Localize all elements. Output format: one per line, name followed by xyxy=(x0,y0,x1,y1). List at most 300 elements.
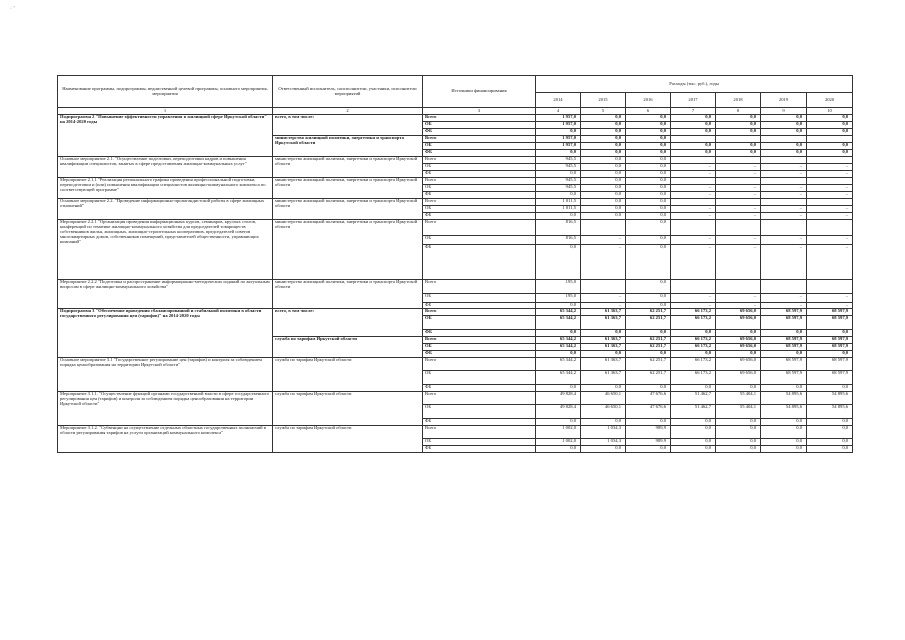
expense-value: 0,0 xyxy=(671,351,716,358)
expense-value: – xyxy=(716,294,761,303)
header-year: 2020 xyxy=(807,93,853,108)
expense-value: – xyxy=(671,192,716,199)
header-year: 2019 xyxy=(761,93,807,108)
expense-value: 0,0 xyxy=(626,171,671,178)
expense-value: 61 363,7 xyxy=(581,337,626,344)
expense-value: 1 002,0 xyxy=(536,426,581,439)
expense-value xyxy=(671,178,716,185)
expense-value: 0,0 xyxy=(807,351,853,358)
expense-value: 0,0 xyxy=(536,129,581,136)
expense-value: 47 676,6 xyxy=(626,392,671,405)
expense-value: 0,0 xyxy=(581,185,626,192)
expense-value: – xyxy=(807,185,853,192)
expense-value: 1 957,0 xyxy=(536,122,581,129)
expense-value: – xyxy=(581,245,626,280)
executor-name: министерство жилищной политики, энергетики и транспорта Иркутской области xyxy=(273,220,423,280)
table-row xyxy=(58,426,853,439)
expense-value: 0,0 xyxy=(626,294,671,303)
expense-value: 0,0 xyxy=(536,351,581,358)
expense-value: 65 344,2 xyxy=(536,344,581,351)
expense-value: 0,0 xyxy=(581,213,626,220)
expense-value: 0,0 xyxy=(671,150,716,157)
expense-value: 66 173,2 xyxy=(671,316,716,330)
column-number: 5 xyxy=(581,108,626,115)
expense-value: 0,0 xyxy=(671,122,716,129)
expense-value: 0,0 xyxy=(581,143,626,150)
funding-source: ОБ xyxy=(423,143,536,150)
expense-value: 1 957,0 xyxy=(536,136,581,143)
expense-value: 0,0 xyxy=(581,206,626,213)
funding-source: Всего xyxy=(423,220,536,236)
funding-source: Всего xyxy=(423,426,536,439)
expense-value xyxy=(716,178,761,185)
funding-source: ОБ xyxy=(423,316,536,330)
expense-value: 0,0 xyxy=(716,446,761,453)
expense-value xyxy=(807,199,853,206)
funding-source: ФБ xyxy=(423,150,536,157)
expense-value: 0,0 xyxy=(807,446,853,453)
expense-value: 0,0 xyxy=(716,419,761,426)
funding-source: Всего xyxy=(423,136,536,143)
expense-value: 0,0 xyxy=(626,446,671,453)
expense-value: 816,5 xyxy=(536,236,581,245)
expense-value: 945,5 xyxy=(536,164,581,171)
expense-value: 0,0 xyxy=(581,164,626,171)
expense-value: 0,0 xyxy=(807,426,853,439)
expense-value: – xyxy=(671,303,716,309)
expense-value: 47 676,6 xyxy=(626,405,671,419)
expense-value: 945,5 xyxy=(536,157,581,164)
expense-value: – xyxy=(807,294,853,303)
header-year: 2015 xyxy=(581,93,626,108)
funding-source: Всего xyxy=(423,358,536,371)
executor-name: служба по тарифам Иркутской области xyxy=(273,426,423,453)
expense-value: – xyxy=(671,164,716,171)
expense-value: 1 034,3 xyxy=(581,439,626,446)
expense-value: – xyxy=(761,303,807,309)
program-name: Подпрограмма 3 "Обеспечение проведения сбалансированной и стабильной политики в области государственного регулирования цен (тарифов)" на 2014-2020 годы xyxy=(58,309,273,358)
expense-value: 0,0 xyxy=(807,330,853,337)
expense-value: 46 650,1 xyxy=(581,392,626,405)
expense-value: – xyxy=(716,171,761,178)
expense-value: 0,0 xyxy=(626,245,671,280)
funding-source: ОБ xyxy=(423,164,536,171)
table-row xyxy=(58,280,853,294)
expense-value xyxy=(761,220,807,236)
expense-value xyxy=(807,178,853,185)
expense-value: 69 656,0 xyxy=(716,371,761,385)
program-name: Мероприятие 2.1.1 "Реализация регионального графика проведения профессиональной подготовки, переподготовки и (или) повышения квалификации специалистов жилищно-коммунального комплекса по соответствующей программе" xyxy=(58,178,273,199)
expense-value: 0,0 xyxy=(807,150,853,157)
expense-value: – xyxy=(581,294,626,303)
executor-name: служба по тарифам Иркутской области xyxy=(273,392,423,426)
expense-value: 0,0 xyxy=(626,303,671,309)
expense-value: 0,0 xyxy=(671,115,716,122)
expense-value: 68 597,9 xyxy=(761,344,807,351)
expense-value: – xyxy=(581,303,626,309)
expense-value: 0,0 xyxy=(671,426,716,439)
table-row xyxy=(58,178,853,185)
expense-value: – xyxy=(761,245,807,280)
program-name: Мероприятие 2.2.2 "Подготовка и распространение информационно-методических изданий по актуальным вопросам в сфере жилищно-коммунального хозяйства" xyxy=(58,280,273,309)
expense-value: 0,0 xyxy=(671,129,716,136)
expense-value: 0,0 xyxy=(716,426,761,439)
expense-value: – xyxy=(716,245,761,280)
expense-value: 0,0 xyxy=(761,351,807,358)
expense-value: – xyxy=(761,236,807,245)
expense-value: 0,0 xyxy=(716,150,761,157)
expense-value xyxy=(807,280,853,294)
expense-value xyxy=(671,220,716,236)
table-body xyxy=(58,115,853,453)
expense-value: 0,0 xyxy=(716,385,761,392)
expense-value: 55 404,1 xyxy=(716,405,761,419)
expense-value: 0,0 xyxy=(581,171,626,178)
expense-value: – xyxy=(761,164,807,171)
column-number: 3 xyxy=(423,108,536,115)
expense-value: 1 002,0 xyxy=(536,439,581,446)
program-name: Мероприятие 2.2.1 "Организация проведения информационных курсов, семинаров, круглых столов, конференций по тематике жилищно-коммунального хозяйства для председателей товариществ собственников жилья, жилищных, жилищно-строительных кооперативов, председателей советов многоквартирных домов, собственников помещений, представителей общественности, управляющих компаний" xyxy=(58,220,273,280)
expense-value: 1 034,3 xyxy=(581,426,626,439)
expense-value: 0,0 xyxy=(536,419,581,426)
expense-value: 0,0 xyxy=(536,446,581,453)
expense-value: 0,0 xyxy=(626,136,671,143)
expense-value: 68 597,9 xyxy=(761,337,807,344)
expense-value: 0,0 xyxy=(626,385,671,392)
expense-value: 0,0 xyxy=(671,385,716,392)
expense-value: – xyxy=(671,245,716,280)
program-name: Мероприятие 3.1.1. "Осуществление функций органами государственной власти в сфере государственного регулирования цен (тарифов) и контроля за соблюдением порядка ценообразования на территории Иркутской области" xyxy=(58,392,273,426)
expense-value xyxy=(671,157,716,164)
funding-source: ОБ xyxy=(423,294,536,303)
expense-value: 0,0 xyxy=(716,439,761,446)
table-row xyxy=(58,309,853,316)
expense-value: 0,0 xyxy=(536,385,581,392)
expense-value: 0,0 xyxy=(581,122,626,129)
funding-source: ФБ xyxy=(423,446,536,453)
funding-source: ОБ xyxy=(423,344,536,351)
expense-value: – xyxy=(716,303,761,309)
expense-value: 0,0 xyxy=(626,419,671,426)
expense-value: 69 656,0 xyxy=(716,316,761,330)
expense-value: – xyxy=(761,294,807,303)
expense-value: – xyxy=(807,303,853,309)
expense-value: 0,0 xyxy=(671,330,716,337)
executor-name: всего, в том числе: xyxy=(273,115,423,136)
funding-source: ОБ xyxy=(423,405,536,419)
expense-value: 0,0 xyxy=(761,122,807,129)
expense-value: 945,5 xyxy=(536,178,581,185)
header-program: Наименование программы, подпрограммы, ведомственной целевой программы, основного мероприятия, мероприятия xyxy=(58,76,273,108)
expense-value: 0,0 xyxy=(626,150,671,157)
funding-source: ФБ xyxy=(423,351,536,358)
executor-name: всего, в том числе: xyxy=(273,309,423,337)
expense-value: – xyxy=(716,185,761,192)
expense-value: – xyxy=(807,206,853,213)
expense-value: 0,0 xyxy=(536,330,581,337)
expense-value xyxy=(807,136,853,143)
expense-value: 0,0 xyxy=(626,185,671,192)
expense-value: 0,0 xyxy=(626,157,671,164)
expense-value: 0,0 xyxy=(626,164,671,171)
expense-value: 0,0 xyxy=(581,150,626,157)
executor-name: министерство жилищной политики, энергетики и транспорта Иркутской области xyxy=(273,280,423,309)
funding-source: Всего xyxy=(423,178,536,185)
expense-value: 61 363,7 xyxy=(581,344,626,351)
table-row xyxy=(58,157,853,164)
expense-value: 0,0 xyxy=(581,157,626,164)
funding-source: ОБ xyxy=(423,206,536,213)
expense-value: 54 895,6 xyxy=(807,405,853,419)
expense-value: – xyxy=(761,206,807,213)
expense-value: – xyxy=(716,164,761,171)
expense-value: 0,0 xyxy=(807,385,853,392)
expense-value: 0,0 xyxy=(536,303,581,309)
expense-value: 61 363,7 xyxy=(581,371,626,385)
expense-value: – xyxy=(671,206,716,213)
expense-value: 54 895,6 xyxy=(761,392,807,405)
expense-value: 0,0 xyxy=(761,143,807,150)
expense-value: 0,0 xyxy=(581,136,626,143)
expense-value: 0,0 xyxy=(761,439,807,446)
column-number: 7 xyxy=(671,108,716,115)
expense-value: 62 251,7 xyxy=(626,344,671,351)
expense-value: 68 597,9 xyxy=(761,316,807,330)
funding-source: ФБ xyxy=(423,419,536,426)
expense-value: 66 173,2 xyxy=(671,358,716,371)
expense-value xyxy=(761,136,807,143)
table-row xyxy=(58,115,853,122)
expense-value: 0,0 xyxy=(716,129,761,136)
expense-value: 0,0 xyxy=(807,439,853,446)
expense-value: 0,0 xyxy=(626,236,671,245)
funding-source: ОБ xyxy=(423,371,536,385)
expense-value: 195,0 xyxy=(536,294,581,303)
expense-value: 66 173,2 xyxy=(671,337,716,344)
expense-value: – xyxy=(761,171,807,178)
expense-value: 0,0 xyxy=(626,199,671,206)
funding-source: ФБ xyxy=(423,245,536,280)
column-number: 2 xyxy=(273,108,423,115)
table-row xyxy=(58,199,853,206)
executor-name: министерство жилищной политики, энергетики и транспорта Иркутской области xyxy=(273,157,423,178)
expense-value: 0,0 xyxy=(761,426,807,439)
expense-value: 65 344,2 xyxy=(536,337,581,344)
expense-value: 0,0 xyxy=(716,115,761,122)
expense-value: 65 344,2 xyxy=(536,371,581,385)
expense-value: – xyxy=(671,294,716,303)
expense-value: – xyxy=(581,236,626,245)
expense-value: 66 173,2 xyxy=(671,309,716,316)
funding-source: ФБ xyxy=(423,303,536,309)
expense-value: 68 597,9 xyxy=(807,371,853,385)
expense-value: 0,0 xyxy=(626,129,671,136)
funding-source: ОБ xyxy=(423,122,536,129)
table-row xyxy=(58,392,853,405)
expense-value: 62 251,7 xyxy=(626,371,671,385)
funding-source: ОБ xyxy=(423,236,536,245)
expense-value: – xyxy=(761,192,807,199)
expense-value: 0,0 xyxy=(626,178,671,185)
expense-value xyxy=(581,220,626,236)
expense-value: – xyxy=(671,185,716,192)
funding-source: ФБ xyxy=(423,171,536,178)
expense-value: 54 895,6 xyxy=(761,405,807,419)
expense-value: 0,0 xyxy=(626,351,671,358)
expense-value xyxy=(807,157,853,164)
table-row xyxy=(58,358,853,371)
expense-value: – xyxy=(807,171,853,178)
expense-value: 0,0 xyxy=(581,446,626,453)
expense-value: 0,0 xyxy=(807,419,853,426)
expense-value xyxy=(716,157,761,164)
expense-value: 0,0 xyxy=(581,178,626,185)
expense-value: 0,0 xyxy=(716,122,761,129)
expense-value: 0,0 xyxy=(626,280,671,294)
expense-value: 55 404,1 xyxy=(716,392,761,405)
expense-value: 65 344,2 xyxy=(536,309,581,316)
expense-value: 62 251,7 xyxy=(626,358,671,371)
program-name: Мероприятие 3.1.2. "Субвенции на осуществление отдельных областных государственных полномочий в области регулирования тарифов на услуги организаций коммунального комплекса" xyxy=(58,426,273,453)
program-name: Основное мероприятие 2.1. "Осуществление подготовки, переподготовки кадров и повышения квалификации специалистов, занятых в сфере предоставления жилищно-коммунальных услуг" xyxy=(58,157,273,178)
expense-value: 69 656,0 xyxy=(716,337,761,344)
expense-value: 0,0 xyxy=(626,330,671,337)
expense-value: 0,0 xyxy=(716,351,761,358)
executor-name: министерство жилищной политики, энергетики и транспорта Иркутской области xyxy=(273,178,423,199)
header-executor: Ответственный исполнитель, соисполнители, участники, исполнители мероприятий xyxy=(273,76,423,108)
expense-value: 0,0 xyxy=(536,150,581,157)
header-year: 2017 xyxy=(671,93,716,108)
expense-value: 989,9 xyxy=(626,439,671,446)
funding-source: ОБ xyxy=(423,439,536,446)
header-source: Источники финансирования xyxy=(423,76,536,108)
expense-value xyxy=(716,220,761,236)
expense-value xyxy=(716,199,761,206)
table-row xyxy=(58,220,853,236)
expense-value: 195,0 xyxy=(536,280,581,294)
funding-source: ФБ xyxy=(423,213,536,220)
expense-value: 1 957,0 xyxy=(536,143,581,150)
expense-value: 62 251,7 xyxy=(626,337,671,344)
expense-value: – xyxy=(716,213,761,220)
column-number: 6 xyxy=(626,108,671,115)
expense-value: 0,0 xyxy=(581,351,626,358)
header-expenses: Расходы (тыс. руб.), годы xyxy=(536,76,853,93)
expense-value: 0,0 xyxy=(581,199,626,206)
funding-source: ФБ xyxy=(423,330,536,337)
expense-value: – xyxy=(671,171,716,178)
expense-value: 66 173,2 xyxy=(671,371,716,385)
expense-value: 0,0 xyxy=(536,245,581,280)
expense-value: 0,0 xyxy=(626,115,671,122)
expense-value: 0,0 xyxy=(671,143,716,150)
column-number: 4 xyxy=(536,108,581,115)
expense-value xyxy=(671,280,716,294)
expense-value xyxy=(761,280,807,294)
expense-value: – xyxy=(807,236,853,245)
expense-value xyxy=(761,199,807,206)
expense-value: 62 251,7 xyxy=(626,309,671,316)
expense-value xyxy=(581,280,626,294)
funding-source: ФБ xyxy=(423,385,536,392)
expense-value: – xyxy=(761,213,807,220)
expense-value: 68 597,9 xyxy=(761,371,807,385)
executor-name: служба по тарифам Иркутской области xyxy=(273,358,423,392)
expense-value: 816,5 xyxy=(536,220,581,236)
funding-source: Всего xyxy=(423,309,536,316)
expense-value: 0,0 xyxy=(536,213,581,220)
header-year: 2016 xyxy=(626,93,671,108)
expense-value: 0,0 xyxy=(716,330,761,337)
expense-value: 46 650,1 xyxy=(581,405,626,419)
expense-value: 68 597,9 xyxy=(807,344,853,351)
expense-value: 1 011,5 xyxy=(536,199,581,206)
expense-value: 51 462,7 xyxy=(671,392,716,405)
funding-source: Всего xyxy=(423,157,536,164)
expense-value: 0,0 xyxy=(807,143,853,150)
funding-source: Всего xyxy=(423,115,536,122)
executor-name: служба по тарифам Иркутской области xyxy=(273,337,423,358)
expense-value: 0,0 xyxy=(807,129,853,136)
expense-value: 0,0 xyxy=(581,385,626,392)
expense-value: 68 597,9 xyxy=(761,358,807,371)
expense-value: 0,0 xyxy=(761,150,807,157)
expense-value xyxy=(671,199,716,206)
funding-source: ФБ xyxy=(423,129,536,136)
expense-value xyxy=(761,178,807,185)
expense-value: 0,0 xyxy=(581,129,626,136)
expense-value: 0,0 xyxy=(807,122,853,129)
expense-value: 945,5 xyxy=(536,185,581,192)
column-number: 8 xyxy=(716,108,761,115)
expense-value: 0,0 xyxy=(626,143,671,150)
expense-value: 65 344,2 xyxy=(536,316,581,330)
expense-value: 0,0 xyxy=(626,213,671,220)
expense-value: 68 597,9 xyxy=(807,358,853,371)
expense-value: 54 895,6 xyxy=(807,392,853,405)
expense-value: 1 011,5 xyxy=(536,206,581,213)
expense-value: 68 597,9 xyxy=(761,309,807,316)
executor-name: министерство жилищной политики, энергетики и транспорта Иркутской области xyxy=(273,199,423,220)
program-name: Подпрограмма 2 "Повышение эффективности управления в жилищной сфере Иркутской области" на 2014-2020 годы xyxy=(58,115,273,157)
expense-value: – xyxy=(761,185,807,192)
expense-value: 0,0 xyxy=(716,143,761,150)
expense-value: 0,0 xyxy=(581,192,626,199)
expense-value: 68 597,9 xyxy=(807,337,853,344)
expense-value: – xyxy=(716,192,761,199)
expense-value: 989,9 xyxy=(626,426,671,439)
expense-value xyxy=(671,136,716,143)
expense-value: – xyxy=(807,192,853,199)
funding-source: Всего xyxy=(423,392,536,405)
expense-value: 0,0 xyxy=(671,446,716,453)
expense-value: 0,0 xyxy=(626,192,671,199)
expense-value xyxy=(761,157,807,164)
expense-value: 0,0 xyxy=(807,115,853,122)
expenses-table xyxy=(57,75,853,453)
expense-value: – xyxy=(716,206,761,213)
expense-value: 69 656,0 xyxy=(716,309,761,316)
expense-value: 0,0 xyxy=(671,439,716,446)
expense-value: 1 957,0 xyxy=(536,115,581,122)
expense-value: 49 828,4 xyxy=(536,405,581,419)
column-number: 9 xyxy=(761,108,807,115)
expense-value: 0,0 xyxy=(626,220,671,236)
expense-value: 61 363,7 xyxy=(581,358,626,371)
funding-source: ОБ xyxy=(423,185,536,192)
expense-value: 0,0 xyxy=(536,192,581,199)
header-year: 2014 xyxy=(536,93,581,108)
